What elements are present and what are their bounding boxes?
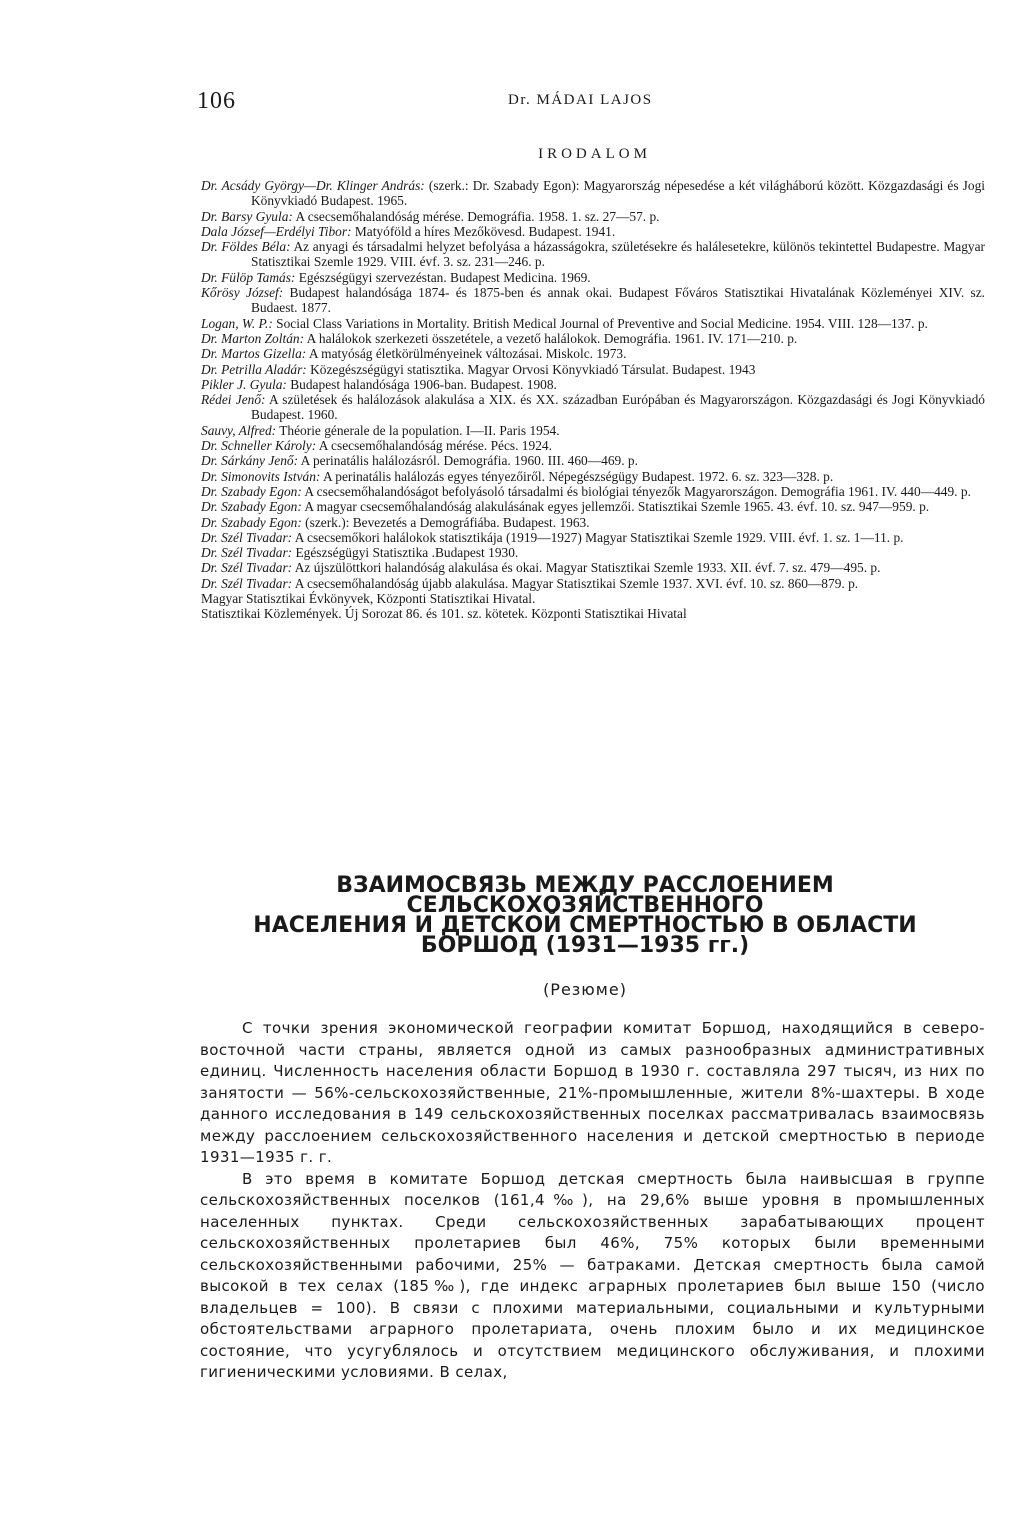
reference-author: Dr. Acsády György—Dr. Klinger András: (201, 178, 425, 193)
reference-entry (201, 453, 985, 468)
summary-title-line: БОРШОД (1931—1935 гг.) (420, 933, 750, 958)
reference-author: Dala József—Erdélyi Tibor: (201, 223, 352, 239)
reference-entry (201, 346, 985, 361)
reference-text: Az anyagi és társadalmi helyzet befolyása a házasságokra, születésekre és halálesetekre, különös tekintettel Budapestre. Magyar Statisztikai Szemle 1929. VIII. évf. 3. sz. 231—246. p. (251, 239, 985, 270)
reference-author: Sauvy, Alfred: (201, 422, 277, 438)
reference-entry (201, 285, 985, 316)
reference-author: Dr. Sárkány Jenő: (201, 453, 299, 469)
reference-entry (201, 270, 985, 285)
reference-entry (201, 576, 985, 591)
reference-author: Dr. Szél Tivadar: (201, 560, 293, 576)
reference-text: A csecsemőkori halálokok statisztikája (1919—1927) Magyar Statisztikai Szemle 1929. VIII. évf. 1. sz. 1—11. p. (292, 529, 904, 545)
reference-author: Dr. Szél Tivadar: (201, 575, 293, 591)
reference-text: A csecsemőhalandóság mérése. Demográfia. 1958. 1. sz. 27—57. p. (292, 208, 660, 224)
reference-author: Pikler J. Gyula: (201, 376, 287, 392)
reference-author: Dr. Barsy Gyula: (201, 208, 293, 224)
reference-entry (201, 209, 985, 224)
reference-entry (201, 224, 985, 239)
reference-text: (szerk.): Bevezetés a Demográfiába. Budapest. 1963. (301, 514, 590, 530)
reference-text: A születések és halálozások alakulása a XIX. és XX. században Európában és Magyarországon. Közgazdasági és Jogi Könyvkiadó Budapest. 1960. (251, 392, 985, 423)
reference-entry (201, 606, 985, 621)
summary-paragraph: В это время в комитате Боршод детская смертность была наивысшая в группе сельскохозяйственных поселков (161,4‰), на 29,6% выше уровня в промышленных населенных пунктах. Среди сельскохозяйственных зарабатывающих процент сельскохозяйственных пролетариев был 46%, 75% которых были временными сельскохозяйственными рабочими, 25% — батраками. Детская смертность была самой высокой в тех селах (185‰), где индекс аграрных пролетариев был выше 150 (число владельцев = 100). В связи с плохими материальными, социальными и культурными обстоятельствами аграрного пролетариата, очень плохим было и их медицинское состояние, что усугублялось и отсутствием медицинского обслуживания, и плохими гигиеническими условиями. В селах, (200, 1169, 985, 1381)
reference-text: Budapest halandósága 1874- és 1875-ben és annak okai. Budapest Főváros Statisztikai Hivatalának Közleményei XIV. sz. Budaest. 1877. (251, 285, 985, 316)
reference-entry (201, 331, 985, 346)
reference-author: Dr. Szabady Egon: (201, 499, 302, 515)
reference-author: Dr. Schneller Károly: (201, 438, 317, 454)
reference-text: (szerk.: Dr. Szabady Egon): Magyarország népesedése a két világháború között. Közgazdasági és Jogi Könyvkiadó Budapest. 1965. (251, 178, 985, 209)
reference-text: Egészségügyi szervezéstan. Budapest Medicina. 1969. (295, 269, 591, 285)
reference-entry (201, 377, 985, 392)
references-list (201, 178, 985, 622)
summary-title-line: СЕЛЬСКОХОЗЯЙСТВЕННОГО (406, 893, 764, 918)
summary-paragraph: С точки зрения экономической географии комитат Боршод, находящийся в северо-восточной части страны, является одной из самых разнообразных административных единиц. Численность населения области Боршод в 1930 г. составляла 297 тысяч, из них по занятости — 56%-сельскохозяйственные, 21%-промышленные, жители 8%-шахтеры. В ходе данного исследования в 149 сельскохозяйственных поселках рассматривалась взаимосвязь между расслоением сельскохозяйственного населения и детской смертностью в периоде 1931—1935 г. г. (200, 1019, 985, 1166)
reference-entry (201, 423, 985, 438)
reference-text: A perinatális halálozás egyes tényezőiről. Népegészségügy Budapest. 1972. 6. sz. 323—328. p. (320, 468, 834, 484)
reference-text: A csecsemőhalandóságot befolyásoló társadalmi és biológiai tényezők Magyarországon. Demográfia 1961. IV. 440—449. p. (301, 483, 971, 499)
page-number: 106 (197, 88, 236, 114)
reference-entry (201, 239, 985, 270)
reference-author: Rédei Jenő: (201, 392, 266, 408)
reference-entry (201, 178, 985, 209)
reference-text: Egészségügyi Statisztika .Budapest 1930. (292, 545, 519, 561)
reference-text: Social Class Variations in Mortality. British Medical Journal of Preventive and Social Medicine. 1954. VIII. 128—137. p. (272, 315, 928, 331)
reference-author: Dr. Marton Zoltán: (201, 330, 305, 346)
reference-text: A matyóság életkörülményeinek változásai. Miskolc. 1973. (306, 346, 627, 362)
reference-author: Dr. Szél Tivadar: (201, 529, 293, 545)
reference-text: Magyar Statisztikai Évkönyvek, Központi Statisztikai Hivatal. (201, 591, 536, 607)
reference-text: A csecsemőhalandóság újabb alakulása. Magyar Statisztikai Szemle 1937. XVI. évf. 10. sz. 860—879. p. (292, 575, 859, 591)
reference-text: A perinatális halálozásról. Demográfia. 1960. III. 460—469. p. (298, 453, 638, 469)
reference-entry (201, 484, 985, 499)
reference-entry (201, 591, 985, 606)
summary-title-line: ВЗАИМОСВЯЗЬ МЕЖДУ РАССЛОЕНИЕМ (336, 873, 834, 898)
reference-entry (201, 362, 985, 377)
resume-label: (Резюме) (543, 980, 627, 999)
reference-text: Matyóföld a híres Mezőkövesd. Budapest. 1941. (351, 223, 616, 239)
reference-author: Kőrösy József: (201, 285, 284, 301)
reference-text: A csecsemőhalandóság mérése. Pécs. 1924. (316, 438, 552, 454)
reference-text: Közegészségügyi statisztika. Magyar Orvosi Könyvkiadó Társulat. Budapest. 1943 (306, 361, 756, 377)
reference-text: Statisztikai Közlemények. Új Sorozat 86. és 101. sz. kötetek. Központi Statisztikai Hivatal (201, 606, 687, 622)
reference-author: Dr. Simonovits István: (201, 468, 321, 484)
reference-text: Théorie génerale de la population. I—II. Paris 1954. (276, 422, 560, 438)
reference-entry (201, 560, 985, 575)
references-heading: IRODALOM (538, 146, 651, 162)
reference-author: Dr. Fülöp Tamás: (201, 269, 296, 285)
reference-text: A magyar csecsemőhalandóság alakulásának egyes jellemzői. Statisztikai Szemle 1965. 43. évf. 10. sz. 947—959. p. (301, 499, 930, 515)
reference-text: Budapest halandósága 1906-ban. Budapest. 1908. (286, 376, 557, 392)
reference-author: Dr. Martos Gizella: (201, 346, 307, 362)
reference-entry (201, 530, 985, 545)
reference-entry (201, 545, 985, 560)
reference-entry (201, 316, 985, 331)
reference-text: A halálokok szerkezeti összetétele, a vezető halálokok. Demográfia. 1961. IV. 171—210. p. (304, 330, 798, 346)
reference-entry (201, 392, 985, 423)
reference-author: Logan, W. P.: (201, 315, 273, 331)
reference-author: Dr. Földes Béla: (201, 239, 291, 255)
running-head: Dr. MÁDAI LAJOS (508, 92, 653, 108)
reference-entry (201, 438, 985, 453)
summary-title (200, 873, 970, 958)
summary-body (200, 1018, 985, 1384)
reference-author: Dr. Szabady Egon: (201, 483, 302, 499)
reference-text: Az újszülöttkori halandóság alakulása és okai. Magyar Statisztikai Szemle 1933. XII. évf. 7. sz. 479—495. p. (292, 560, 881, 576)
reference-author: Dr. Petrilla Aladár: (201, 361, 307, 377)
reference-entry (201, 515, 985, 530)
reference-author: Dr. Szabady Egon: (201, 514, 302, 530)
reference-entry (201, 499, 985, 514)
reference-entry (201, 469, 985, 484)
reference-author: Dr. Szél Tivadar: (201, 545, 293, 561)
summary-title-line: НАСЕЛЕНИЯ И ДЕТСКОЙ СМЕРТНОСТЬЮ В ОБЛАСТИ (253, 913, 917, 938)
